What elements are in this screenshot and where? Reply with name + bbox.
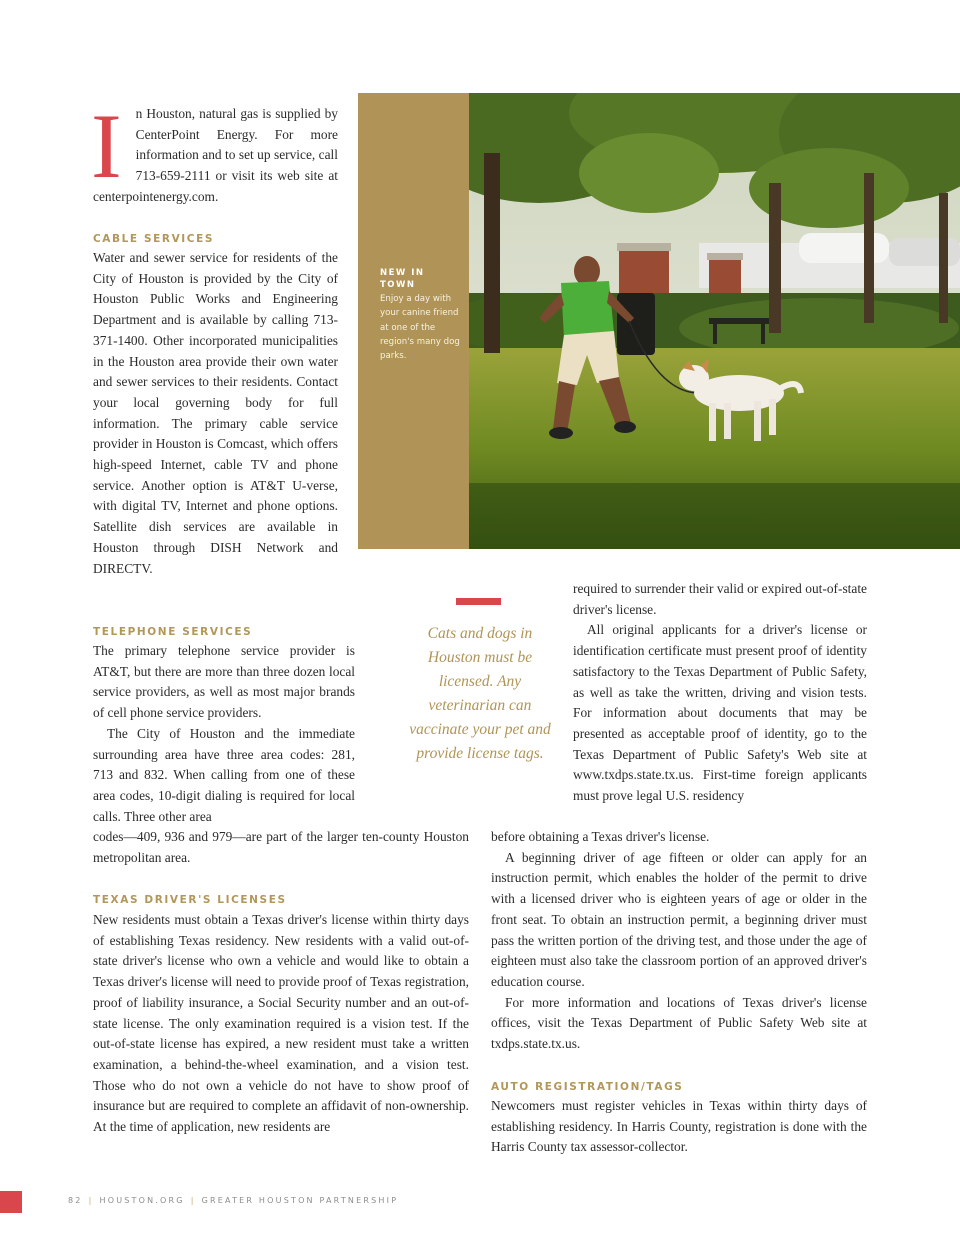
footer-org: GREATER HOUSTON PARTNERSHIP (201, 1196, 399, 1205)
telephone-paragraph-2-end: codes—409, 936 and 979—are part of the larger ten-county Houston metropolitan area. (93, 829, 469, 865)
telephone-paragraph-1: The primary telephone service provider is AT&T, but there are more than three dozen local service providers, as well as most major brands of cell phone service providers. (93, 643, 355, 721)
drivers-license-paragraph: New residents must obtain a Texas driver's license within thirty days of establishing Texas residency. New residents with a valid out-of-state driver's license who own a vehicle and would like to obtain a Texas driver's license will need to provide proof of Texas registration, proof of liability insurance, a Social Security number and an out-of-state license. The only examination required is a vision test. If the out-of-state license has expired, a new resident must take a written examination, a behind-the-wheel examination, and a vision test. Those who do not own a vehicle do not have to show proof of insurance but are required to complete an affidavit of non-ownership. At the time of application, new residents are (93, 912, 469, 1135)
drivers-license-heading: TEXAS DRIVER'S LICENSES (93, 894, 287, 906)
intro-text: n Houston, natural gas is supplied by CenterPoint Energy. For more information and to set up service, call 713-659-2111 or visit its web site at centerpointenergy.com. (93, 106, 338, 204)
footer-site: HOUSTON.ORG (99, 1196, 185, 1205)
footer-accent-square (0, 1191, 22, 1213)
footer-separator: | (88, 1196, 94, 1205)
applicants-paragraph: All original applicants for a driver's license or identification certificate must present proof of identity satisfactory to the Texas Department of Public Safety, as well as take the written, driving and vision tests. For information about documents that may be presented as acceptable proof of identity, go to the Texas Department of Public Safety's Web site at www.txdps.state.tx.us. First-time foreign applicants must prove legal U.S. residency (573, 622, 867, 804)
intro-paragraph (91, 95, 338, 208)
auto-registration-paragraph: Newcomers must register vehicles in Texas within thirty days of establishing residency. In Harris County, registration is done with the Harris County tax assessor-collector. (491, 1098, 867, 1155)
telephone-continued (93, 827, 469, 868)
applicants-paragraph-end: before obtaining a Texas driver's license. (491, 829, 710, 844)
telephone-services-heading: TELEPHONE SERVICES (93, 626, 253, 638)
telephone-paragraph-2: The City of Houston and the immediate surrounding area have three area codes: 281, 713 and 832. When calling from one of these area codes, 10-digit dialing is required for local calls. Three other area (93, 725, 355, 824)
more-info-paragraph: For more information and locations of Texas driver's license offices, visit the Texas Department of Public Safety Web site at txdps.state.tx.us. (491, 994, 867, 1052)
page-footer (68, 1196, 398, 1205)
page-number: 82 (68, 1196, 83, 1205)
photo-caption-panel (358, 93, 469, 549)
auto-registration-section (491, 1096, 867, 1158)
pull-quote-rule (456, 598, 501, 605)
caption-body: Enjoy a day with your canine friend at one of the region's many dog parks. (380, 294, 460, 362)
dog-park-photo (469, 93, 960, 549)
footer-separator: | (190, 1196, 196, 1205)
cable-services-heading: CABLE SERVICES (93, 233, 215, 245)
pull-quote: Cats and dogs in Houston must be licensed. Any veterinarian can vaccinate your pet and provide license tags. (409, 625, 551, 762)
cable-services-paragraph: Water and sewer service for residents of the City of Houston is provided by the City of Houston Public Works and Engineering Department and is available by calling 713-371-1400. Other incorporated municipalities in the Houston area provide their own water and sewer services to their residents. Contact your local governing body for full information. The primary cable service provider in Houston is Comcast, which offers high-speed Internet, cable TV and phone service. Another option is AT&T U-verse, with digital TV, Internet and phone options. Satellite dish services are available in Houston through DISH Network and DIRECTV. (93, 250, 338, 576)
right-column-upper (573, 579, 867, 807)
cable-services-section (93, 248, 338, 579)
caption-title: NEW IN TOWN (380, 268, 425, 290)
drop-cap: I (91, 95, 122, 197)
right-column-lower (491, 827, 867, 1055)
drivers-license-section (93, 910, 469, 1138)
telephone-services-section (93, 641, 355, 827)
surrender-paragraph: required to surrender their valid or expired out-of-state driver's license. (573, 581, 867, 617)
auto-registration-heading: AUTO REGISTRATION/TAGS (491, 1081, 684, 1093)
instruction-permit-paragraph: A beginning driver of age fifteen or older can apply for an instruction permit, which enables the holder of the permit to drive with a licensed driver who is eighteen years of age or older in the front seat. To obtain an instruction permit, a beginning driver must pass the written portion of the driving test, and those under the age of eighteen must also take the classroom portion of an approved driver's education course. (491, 849, 867, 989)
